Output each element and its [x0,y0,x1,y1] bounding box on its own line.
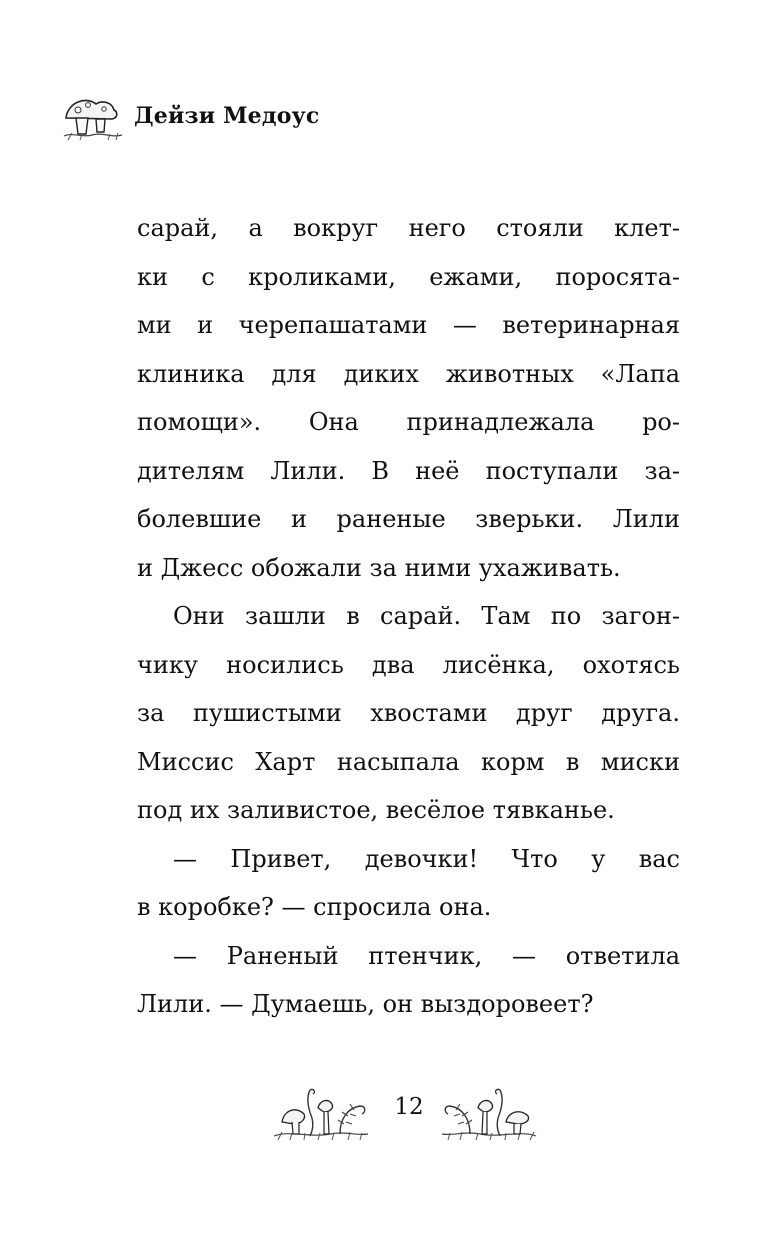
author-name: Дейзи Медоус [134,103,320,129]
text-line: в коробке? — спросила она. [137,893,492,921]
text-line: — Раненый птенчик, — ответила [173,941,680,970]
text-line: под их заливистое, весёлое тявканье. [137,796,615,824]
text-line: сарай, а вокруг него стояли клет- [137,214,680,242]
text-line: клиника для диких животных «Лапа [137,359,680,388]
mushroom-fern-ornament-icon [270,1078,370,1158]
text-line: ки с кроликами, ежами, поросята- [137,262,680,291]
page-footer [0,1078,768,1158]
text-line: чику носились два лисёнка, охотясь [137,650,680,679]
text-line: ми и черепашатами — ветеринарная [137,311,680,339]
mushroom-fern-ornament-icon [440,1078,540,1158]
mushroom-icon [62,88,124,144]
text-line: — Привет, девочки! Что у вас [173,844,680,873]
page-number: 12 [394,1094,424,1120]
text-line: за пушистыми хвостами друг друга. [137,699,680,727]
text-line: дителям Лили. В неё поступали за- [137,456,680,485]
running-header [62,86,319,146]
text-line: Лили. — Думаешь, он выздоровеет? [137,990,594,1018]
text-line: Они зашли в сарай. Там по загон- [173,602,680,630]
text-line: и Джесс обожали за ними ухаживать. [137,553,621,582]
text-line: болевшие и раненые зверьки. Лили [137,505,680,533]
page-body [137,204,680,1029]
text-line: помощи». Она принадлежала ро- [137,408,680,436]
text-line: Миссис Харт насыпала корм в миски [137,747,680,776]
